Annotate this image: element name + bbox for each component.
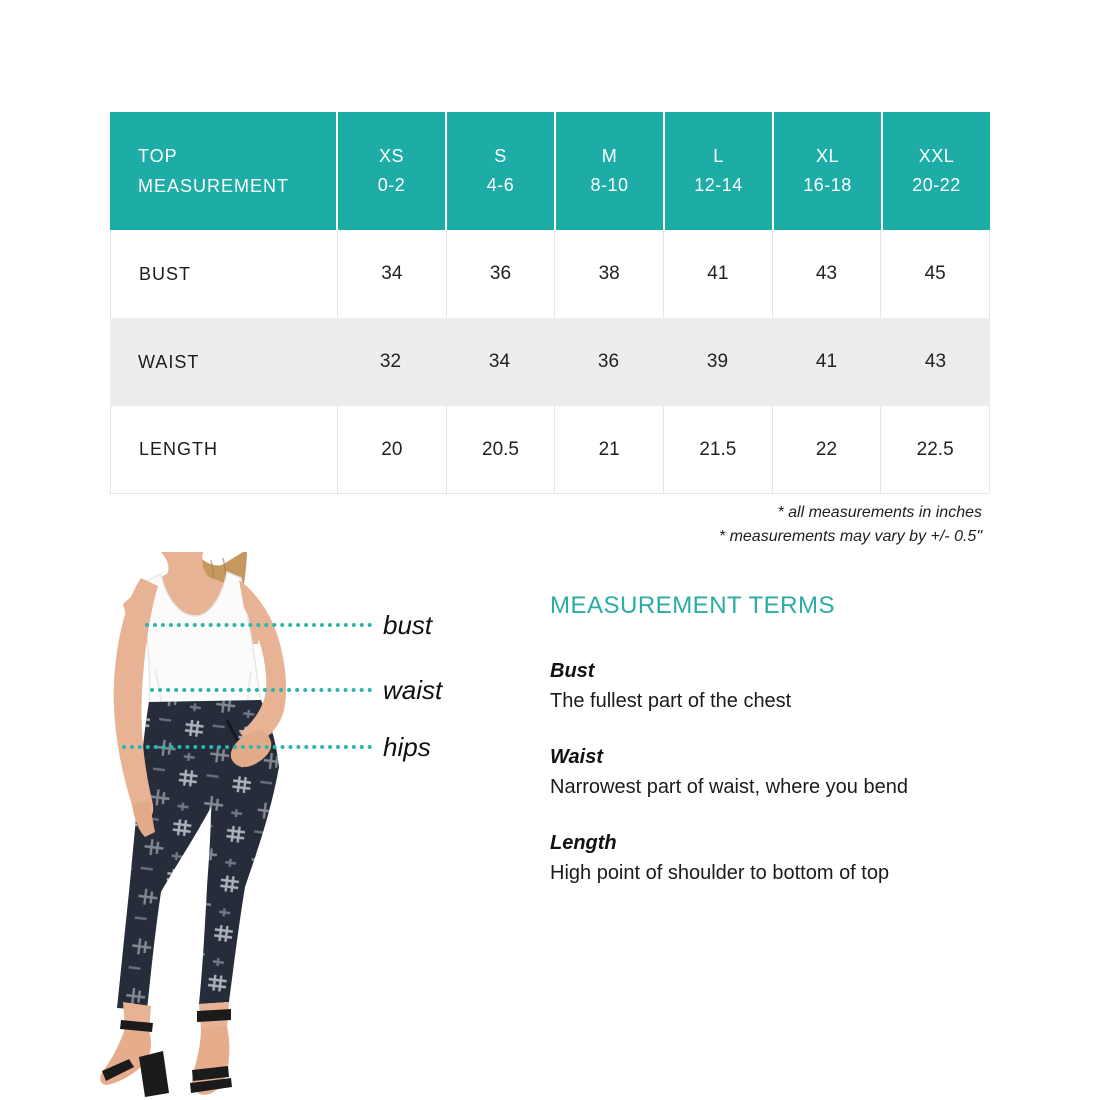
table-cell: 21.5 — [663, 406, 772, 493]
table-row-bust — [110, 230, 990, 318]
table-row-length — [110, 406, 990, 494]
table-cell: 43 — [772, 230, 881, 318]
header-label-line1: TOP — [138, 146, 178, 166]
table-cell: 20.5 — [446, 406, 555, 493]
row-label: BUST — [139, 263, 192, 284]
header-col-m — [554, 112, 663, 230]
term-waist — [550, 744, 1020, 801]
term-definition: The fullest part of the chest — [550, 690, 792, 712]
table-cell: 34 — [488, 351, 511, 372]
footnote-units: * all measurements in inches — [777, 504, 982, 521]
table-cell: 38 — [554, 230, 663, 318]
size-range: 16-18 — [803, 175, 852, 195]
size-range: 0-2 — [377, 175, 406, 195]
footnotes — [719, 501, 982, 549]
header-col-xl — [772, 112, 881, 230]
table-cell: 43 — [924, 351, 947, 372]
term-name: Length — [550, 832, 617, 854]
measurement-figure — [95, 552, 555, 1100]
header-label-top-measurement — [110, 112, 336, 230]
table-cell: 36 — [597, 351, 620, 372]
size-name: XS — [378, 146, 404, 166]
right-ankle-strap — [197, 1009, 231, 1022]
size-table — [110, 112, 990, 494]
header-col-xs — [336, 112, 445, 230]
row-label: WAIST — [138, 351, 200, 372]
size-range: 20-22 — [912, 175, 961, 195]
terms-title: MEASUREMENT TERMS — [550, 592, 835, 619]
size-name: XL — [815, 146, 840, 166]
table-row-waist — [110, 318, 990, 406]
size-range: 8-10 — [590, 175, 629, 195]
table-cell: 34 — [337, 230, 446, 318]
waist-line-label: waist — [383, 675, 443, 705]
table-cell: 21 — [554, 406, 663, 493]
table-cell: 41 — [815, 351, 838, 372]
size-name: M — [601, 146, 618, 166]
measurement-terms-section — [550, 592, 1020, 916]
hips-measurement-line — [122, 745, 372, 749]
table-cell: 41 — [663, 230, 772, 318]
size-table-header — [110, 112, 990, 230]
table-cell: 45 — [880, 230, 989, 318]
header-col-l — [663, 112, 772, 230]
footnote-tolerance: * measurements may vary by +/- 0.5" — [718, 528, 982, 545]
bust-line-label: bust — [383, 610, 433, 640]
table-cell: 32 — [379, 351, 402, 372]
size-name: S — [494, 146, 507, 166]
row-label: LENGTH — [139, 439, 219, 459]
term-name: Bust — [550, 660, 595, 682]
size-range: 4-6 — [486, 175, 515, 195]
table-cell: 36 — [446, 230, 555, 318]
header-col-xxl — [881, 112, 990, 230]
waist-measurement-line — [150, 688, 372, 692]
term-bust — [550, 658, 1020, 715]
table-cell: 39 — [706, 351, 729, 372]
table-cell: 22.5 — [880, 406, 989, 493]
hips-line-label: hips — [383, 732, 431, 762]
term-definition: High point of shoulder to bottom of top — [550, 862, 890, 884]
term-length — [550, 830, 1020, 887]
header-col-s — [445, 112, 554, 230]
header-label-line2: MEASUREMENT — [138, 176, 290, 196]
table-cell: 22 — [772, 406, 881, 493]
size-name: L — [713, 146, 724, 166]
bust-measurement-line — [145, 623, 372, 627]
left-heel-block — [139, 1051, 169, 1097]
model-photo — [95, 552, 335, 1100]
size-range: 12-14 — [694, 175, 743, 195]
size-name: XXL — [918, 146, 955, 166]
term-definition: Narrowest part of waist, where you bend — [550, 776, 908, 798]
table-cell: 20 — [337, 406, 446, 493]
term-name: Waist — [550, 746, 603, 768]
